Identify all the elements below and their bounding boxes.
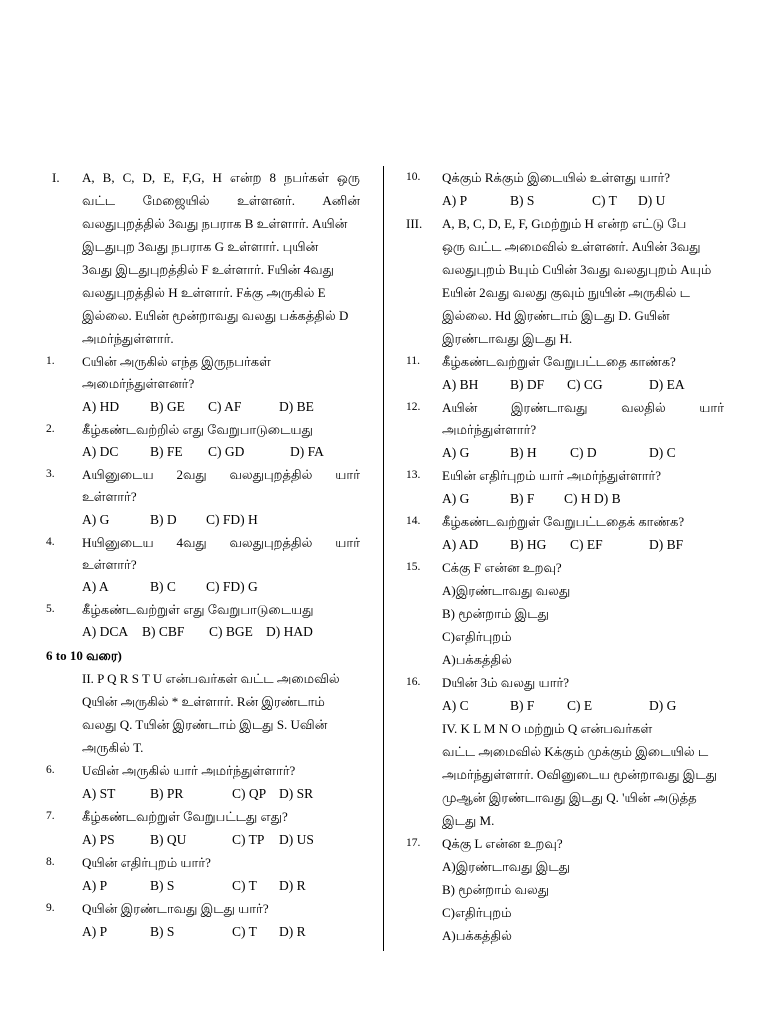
option-c[interactable]: C) TP — [232, 832, 265, 847]
passage-line: முஆன் இரண்டாவது இடது Q. 'யின் அடுத்த — [442, 790, 697, 805]
option-a[interactable]: A) G — [442, 491, 470, 506]
passage-line: வலதுபுறத்தில் H உள்ளார். Fக்கு அருகில் E — [82, 285, 326, 300]
passage-line: வட்ட அமைவில் Kக்கும் முக்கும் இடையில் ட — [442, 744, 709, 759]
question-text: Qக்கு L என்ன உறவு? — [442, 836, 563, 851]
question-number: 8. — [46, 856, 55, 868]
passage-line: இல்லை. Hd இரண்டாம் இடது D. Gயின் — [442, 308, 670, 323]
question-text: Qயின் எதிர்புறம் யார்? — [82, 855, 211, 870]
option-a[interactable]: A) AD — [442, 537, 479, 552]
option-a[interactable]: A) G — [442, 445, 470, 460]
question-text: கீழ்கண்டவற்றுள் வேறுபட்டதை காண்க? — [442, 354, 676, 369]
question-number: 13. — [406, 469, 421, 481]
option-c[interactable]: C) D — [570, 445, 597, 460]
option-a[interactable]: A) HD — [82, 399, 120, 414]
question-text: Qக்கும் Rக்கும் இடையில் உள்ளது யார்? — [442, 170, 671, 185]
passage-line: IV. K L M N O மற்றும் Q என்பவர்கள் — [442, 721, 653, 736]
option-a[interactable]: A) P — [82, 878, 108, 893]
question-number: 3. — [46, 468, 55, 480]
option-a[interactable]: A) BH — [442, 377, 479, 392]
question-number: 12. — [406, 401, 421, 413]
passage-line: வலது Q. Tயின் இரண்டாம் இடது S. Uவின் — [82, 717, 328, 732]
passage-line: Qயின் அருகில் * உள்ளார். Rன் இரண்டாம் — [82, 694, 325, 709]
option-b[interactable]: B) F — [510, 698, 535, 713]
option-c[interactable]: C) CG — [567, 377, 603, 392]
question-text: அமைர்ந்துள்ளனர்? — [82, 376, 195, 391]
option-b[interactable]: B) HG — [510, 537, 547, 552]
question-text: Aயினுடைய 2வது வலதுபுறத்தில் யார் — [82, 467, 360, 482]
question-text: Cயின் அருகில் எந்த இருநபர்கள் — [82, 354, 271, 369]
question-text: கீழ்கண்டவற்றுள் வேறுபட்டதைக் காண்க? — [442, 514, 685, 529]
option-b[interactable]: B) QU — [150, 832, 187, 847]
range-label: 6 to 10 வரை) — [46, 648, 122, 663]
passage-line: A, B, C, D, E, F,G, H என்ற 8 நபர்கள் ஒரு — [82, 170, 360, 185]
option-c[interactable]: C) AF — [208, 399, 242, 414]
option-b[interactable]: B) GE — [150, 399, 185, 414]
question-number: 2. — [46, 423, 55, 435]
option-b[interactable]: B) F — [510, 491, 535, 506]
answer-choice[interactable]: C)எதிர்புறம் — [442, 629, 512, 644]
option-b[interactable]: B) DF — [510, 377, 545, 392]
question-number: 11. — [406, 355, 420, 367]
answer-choice[interactable]: A)பக்கத்தில் — [442, 652, 512, 667]
question-number: 14. — [406, 515, 421, 527]
option-a[interactable]: A) C — [442, 698, 469, 713]
answer-choice[interactable]: A)இரண்டாவது வலது — [442, 583, 571, 598]
passage-line: அமர்ந்துள்ளார். — [82, 331, 174, 346]
answer-choice[interactable]: B) மூன்றாம் இடது — [442, 606, 549, 621]
option-b[interactable]: B) D — [150, 512, 177, 527]
passage-line: வலதுபுறத்தில் 3வது நபராக B உள்ளார். Aயின் — [82, 216, 348, 231]
question-text: Cக்கு F என்ன உறவு? — [442, 560, 562, 575]
question-text: உள்ளார்? — [82, 489, 137, 504]
question-number: 16. — [406, 676, 421, 688]
passage-line: இடது M. — [442, 813, 495, 828]
option-c-d[interactable]: C) FD) G — [206, 579, 258, 594]
option-b[interactable]: B) S — [150, 878, 175, 893]
question-number: 5. — [46, 603, 55, 615]
option-c[interactable]: C) EF — [570, 537, 603, 552]
option-a[interactable]: A) DC — [82, 444, 119, 459]
question-text: அமர்ந்துள்ளார்? — [442, 422, 537, 437]
question-text: கீழ்கண்டவற்றுள் வேறுபட்டது எது? — [82, 809, 288, 824]
option-c[interactable]: C) T — [232, 924, 257, 939]
question-text: உள்ளார்? — [82, 557, 137, 572]
option-c[interactable]: C) T — [232, 878, 257, 893]
question-text: Aயின் இரண்டாவது வலதில் யார் — [442, 400, 724, 415]
option-d[interactable]: D) SR — [279, 786, 314, 801]
option-d[interactable]: D) C — [649, 445, 676, 460]
option-b[interactable]: B) S — [510, 193, 535, 208]
question-number: 1. — [46, 355, 55, 367]
passage-line: 3வது இடதுபுறத்தில் F உள்ளார். Fயின் 4வது — [82, 262, 334, 277]
option-d[interactable]: D) US — [279, 832, 314, 847]
passage-line: அமர்ந்துள்ளார். Oவினுடைய மூன்றாவது இடது — [442, 767, 718, 782]
passage-line: இரண்டாவது இடது H. — [442, 331, 573, 346]
question-number: 15. — [406, 561, 421, 573]
question-number: 7. — [46, 810, 55, 822]
option-c-d[interactable]: C) H D) B — [564, 491, 621, 506]
option-a[interactable]: A) G — [82, 512, 110, 527]
passage-line: இல்லை. Eயின் மூன்றாவது வலது பக்கத்தில் D — [82, 308, 349, 323]
passage-line: Eயின் 2வது வலது குவும் நுயின் அருகில் ட — [442, 285, 690, 300]
option-d[interactable]: D) R — [279, 924, 306, 939]
option-b[interactable]: B) CBF — [142, 624, 185, 639]
question-text: கீழ்கண்டவற்றுள் எது வேறுபாடுடையது — [82, 602, 314, 617]
option-a[interactable]: A) DCA — [82, 624, 129, 639]
option-c[interactable]: C) QP — [232, 786, 267, 801]
question-text: Uவின் அருகில் யார் அமர்ந்துள்ளார்? — [82, 763, 296, 778]
passage-line: அருகில் T. — [82, 740, 144, 755]
question-text: Hயினுடைய 4வது வலதுபுறத்தில் யார் — [82, 535, 360, 550]
question-text: Dயின் 3ம் வலது யார்? — [442, 675, 570, 690]
option-d[interactable]: D) R — [279, 878, 306, 893]
option-a[interactable]: A) P — [82, 924, 108, 939]
option-d[interactable]: D) BE — [279, 399, 314, 414]
question-number: 9. — [46, 902, 55, 914]
passage-line: II. P Q R S T U என்பவர்கள் வட்ட அமைவில் — [82, 671, 340, 686]
option-d[interactable]: D) FA — [290, 444, 324, 459]
passage-line: வட்ட மேஜையில் உள்ளனர். Aனின் — [82, 193, 360, 208]
option-b[interactable]: B) S — [150, 924, 175, 939]
option-b[interactable]: B) H — [510, 445, 537, 460]
question-number: 6. — [46, 764, 55, 776]
option-d[interactable]: D) HAD — [266, 624, 313, 639]
passage-line: இடதுபுற 3வது நபராக G உள்ளார். புயின் — [82, 239, 319, 254]
question-text: கீழ்கண்டவற்றில் எது வேறுபாடுடையது — [82, 422, 313, 437]
option-d[interactable]: D) G — [649, 698, 677, 713]
passage-line: A, B, C, D, E, F, Gமற்றும் H என்ற எட்டு பே — [442, 216, 687, 231]
option-a[interactable]: A) A — [82, 579, 109, 594]
option-c[interactable]: C) T — [592, 193, 617, 208]
option-a[interactable]: A) P — [442, 193, 468, 208]
passage-line: ஒரு வட்ட அமைவில் உள்ளனர். Aயின் 3வது — [442, 239, 701, 254]
question-text: Qயின் இரண்டாவது இடது யார்? — [82, 901, 269, 916]
question-number: 4. — [46, 536, 55, 548]
answer-choice[interactable]: A)பக்கத்தில் — [442, 928, 512, 943]
answer-choice[interactable]: B) மூன்றாம் வலது — [442, 882, 550, 897]
option-c[interactable]: C) E — [567, 698, 593, 713]
column-divider — [383, 166, 384, 951]
question-number: 17. — [406, 837, 421, 849]
option-d[interactable]: D) BF — [649, 537, 684, 552]
answer-choice[interactable]: A)இரண்டாவது இடது — [442, 859, 570, 874]
question-text: Eயின் எதிர்புறம் யார் அமர்ந்துள்ளார்? — [442, 468, 662, 483]
option-c[interactable]: C) BGE — [209, 624, 253, 639]
option-c-d[interactable]: C) FD) H — [206, 512, 258, 527]
passage-line: வலதுபுறம் Bயும் Cயின் 3வது வலதுபுறம் Aயும் — [442, 262, 712, 277]
option-a[interactable]: A) ST — [82, 786, 116, 801]
option-b[interactable]: B) PR — [150, 786, 184, 801]
answer-choice[interactable]: C)எதிர்புறம் — [442, 905, 512, 920]
option-c[interactable]: C) GD — [208, 444, 245, 459]
section-numeral: III. — [406, 216, 423, 231]
option-d[interactable]: D) U — [638, 193, 666, 208]
option-d[interactable]: D) EA — [649, 377, 685, 392]
option-b[interactable]: B) C — [150, 579, 176, 594]
question-number: 10. — [406, 171, 421, 183]
option-b[interactable]: B) FE — [150, 444, 183, 459]
option-a[interactable]: A) PS — [82, 832, 115, 847]
section-numeral: I. — [52, 170, 60, 185]
